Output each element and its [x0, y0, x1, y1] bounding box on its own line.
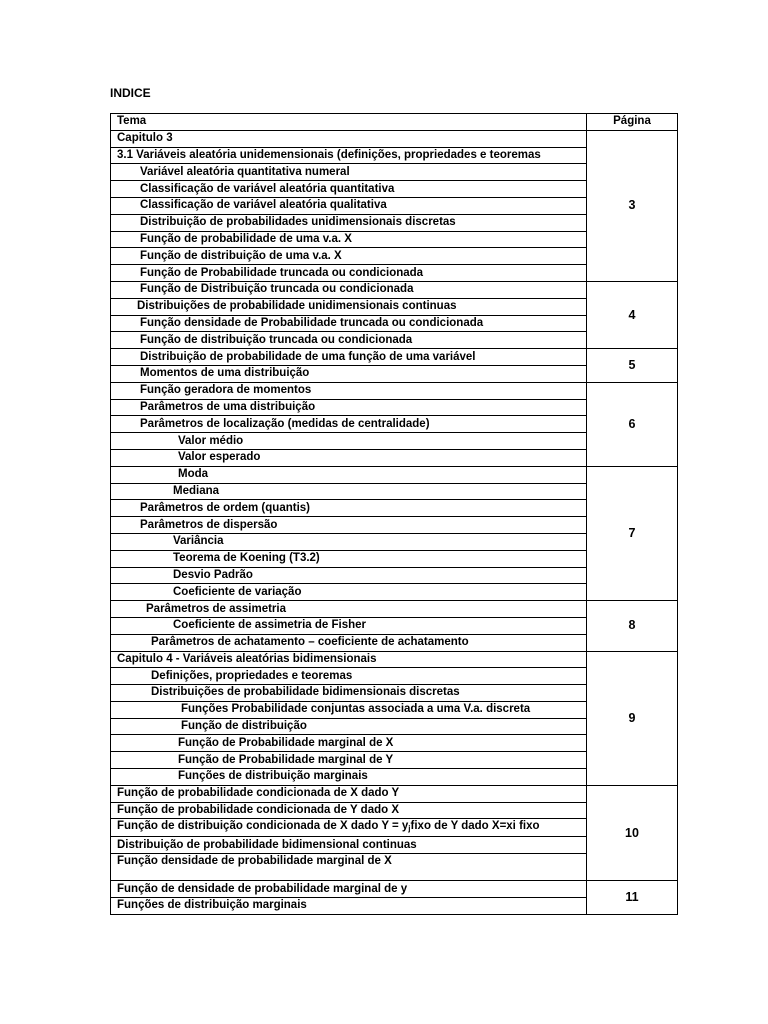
index-entry: Função de distribuição truncada ou condicionada: [111, 332, 587, 349]
table-row: [111, 466, 678, 483]
index-table: [110, 113, 678, 915]
table-row: [111, 881, 678, 898]
index-entry: Função de Probabilidade truncada ou condicionada: [111, 265, 587, 282]
table-row: [111, 281, 678, 298]
index-entry: Valor médio: [111, 433, 587, 450]
page-number: 7: [587, 466, 678, 600]
index-entry: Parâmetros de assimetria: [111, 601, 587, 618]
index-entry: Parâmetros de dispersão: [111, 517, 587, 534]
index-entry: Função densidade de probabilidade marginal de X: [111, 854, 587, 881]
index-entry: Classificação de variável aleatória quantitativa: [111, 181, 587, 198]
index-entry: Classificação de variável aleatória qualitativa: [111, 197, 587, 214]
page-column-header: Página: [587, 114, 678, 131]
section-title: 3.1 Variáveis aleatória unidemensionais (definições, propriedades e teoremas: [111, 147, 587, 164]
table-row: [111, 349, 678, 366]
index-entry: Função de Probabilidade marginal de X: [111, 735, 587, 752]
page-number: 9: [587, 651, 678, 785]
entry-text: Função de distribuição condicionada de X dado Y = y: [117, 820, 409, 833]
index-entry: Parâmetros de achatamento – coeficiente de achatamento: [111, 634, 587, 651]
index-entry: Definições, propriedades e teoremas: [111, 668, 587, 685]
index-entry: Desvio Padrão: [111, 567, 587, 584]
page-number: 4: [587, 281, 678, 348]
index-entry: Funções Probabilidade conjuntas associada a uma V.a. discreta: [111, 701, 587, 718]
table-row: [111, 130, 678, 147]
index-entry: Distribuição de probabilidade bidimensional continuas: [111, 837, 587, 854]
topic-column-header: Tema: [111, 114, 587, 131]
index-entry: Funções de distribuição marginais: [111, 898, 587, 915]
index-entry: Função de distribuição: [111, 718, 587, 735]
index-entry: Variável aleatória quantitativa numeral: [111, 164, 587, 181]
index-entry: Função de Distribuição truncada ou condicionada: [111, 281, 587, 298]
index-entry: Variância: [111, 533, 587, 550]
page-number: 6: [587, 382, 678, 466]
entry-suffix: fixo de Y dado X=xi fixo: [410, 820, 540, 833]
index-entry: Distribuição de probabilidades unidimensionais discretas: [111, 214, 587, 231]
header-row: [111, 114, 678, 131]
index-entry: Função de Probabilidade marginal de Y: [111, 752, 587, 769]
page-number: 8: [587, 601, 678, 651]
index-entry: Moda: [111, 466, 587, 483]
table-row: [111, 382, 678, 399]
page-number: 10: [587, 785, 678, 880]
index-entry: Parâmetros de localização (medidas de centralidade): [111, 416, 587, 433]
page-number: 11: [587, 881, 678, 915]
index-entry: Função de probabilidade condicionada de X dado Y: [111, 785, 587, 802]
chapter-heading: Capitulo 3: [111, 130, 587, 147]
chapter-heading: Capitulo 4 - Variáveis aleatórias bidimensionais: [111, 651, 587, 668]
table-row: [111, 601, 678, 618]
index-entry: Coeficiente de assimetria de Fisher: [111, 617, 587, 634]
index-entry: Mediana: [111, 483, 587, 500]
index-entry: Função de distribuição de uma v.a. X: [111, 248, 587, 265]
subscript: j: [408, 824, 411, 834]
index-entry: Função de probabilidade condicionada de Y dado X: [111, 802, 587, 819]
index-entry: Valor esperado: [111, 449, 587, 466]
index-entry: Funções de distribuição marginais: [111, 769, 587, 786]
table-row: [111, 785, 678, 802]
index-entry: Parâmetros de ordem (quantis): [111, 500, 587, 517]
index-entry: Função de densidade de probabilidade marginal de y: [111, 881, 587, 898]
page-number: 5: [587, 349, 678, 383]
table-row: [111, 651, 678, 668]
index-entry: Momentos de uma distribuição: [111, 365, 587, 382]
index-entry: [111, 819, 587, 837]
page-number: 3: [587, 130, 678, 281]
index-entry: Parâmetros de uma distribuição: [111, 399, 587, 416]
page-title: INDICE: [110, 86, 151, 100]
index-entry: Teorema de Koening (T3.2): [111, 550, 587, 567]
index-entry: Distribuições de probabilidade bidimensionais discretas: [111, 685, 587, 702]
index-entry: Distribuição de probabilidade de uma função de uma variável: [111, 349, 587, 366]
index-entry: Função de probabilidade de uma v.a. X: [111, 231, 587, 248]
index-entry: Distribuições de probabilidade unidimensionais continuas: [111, 298, 587, 315]
index-entry: Função densidade de Probabilidade truncada ou condicionada: [111, 315, 587, 332]
index-entry: Função geradora de momentos: [111, 382, 587, 399]
index-entry: Coeficiente de variação: [111, 584, 587, 601]
